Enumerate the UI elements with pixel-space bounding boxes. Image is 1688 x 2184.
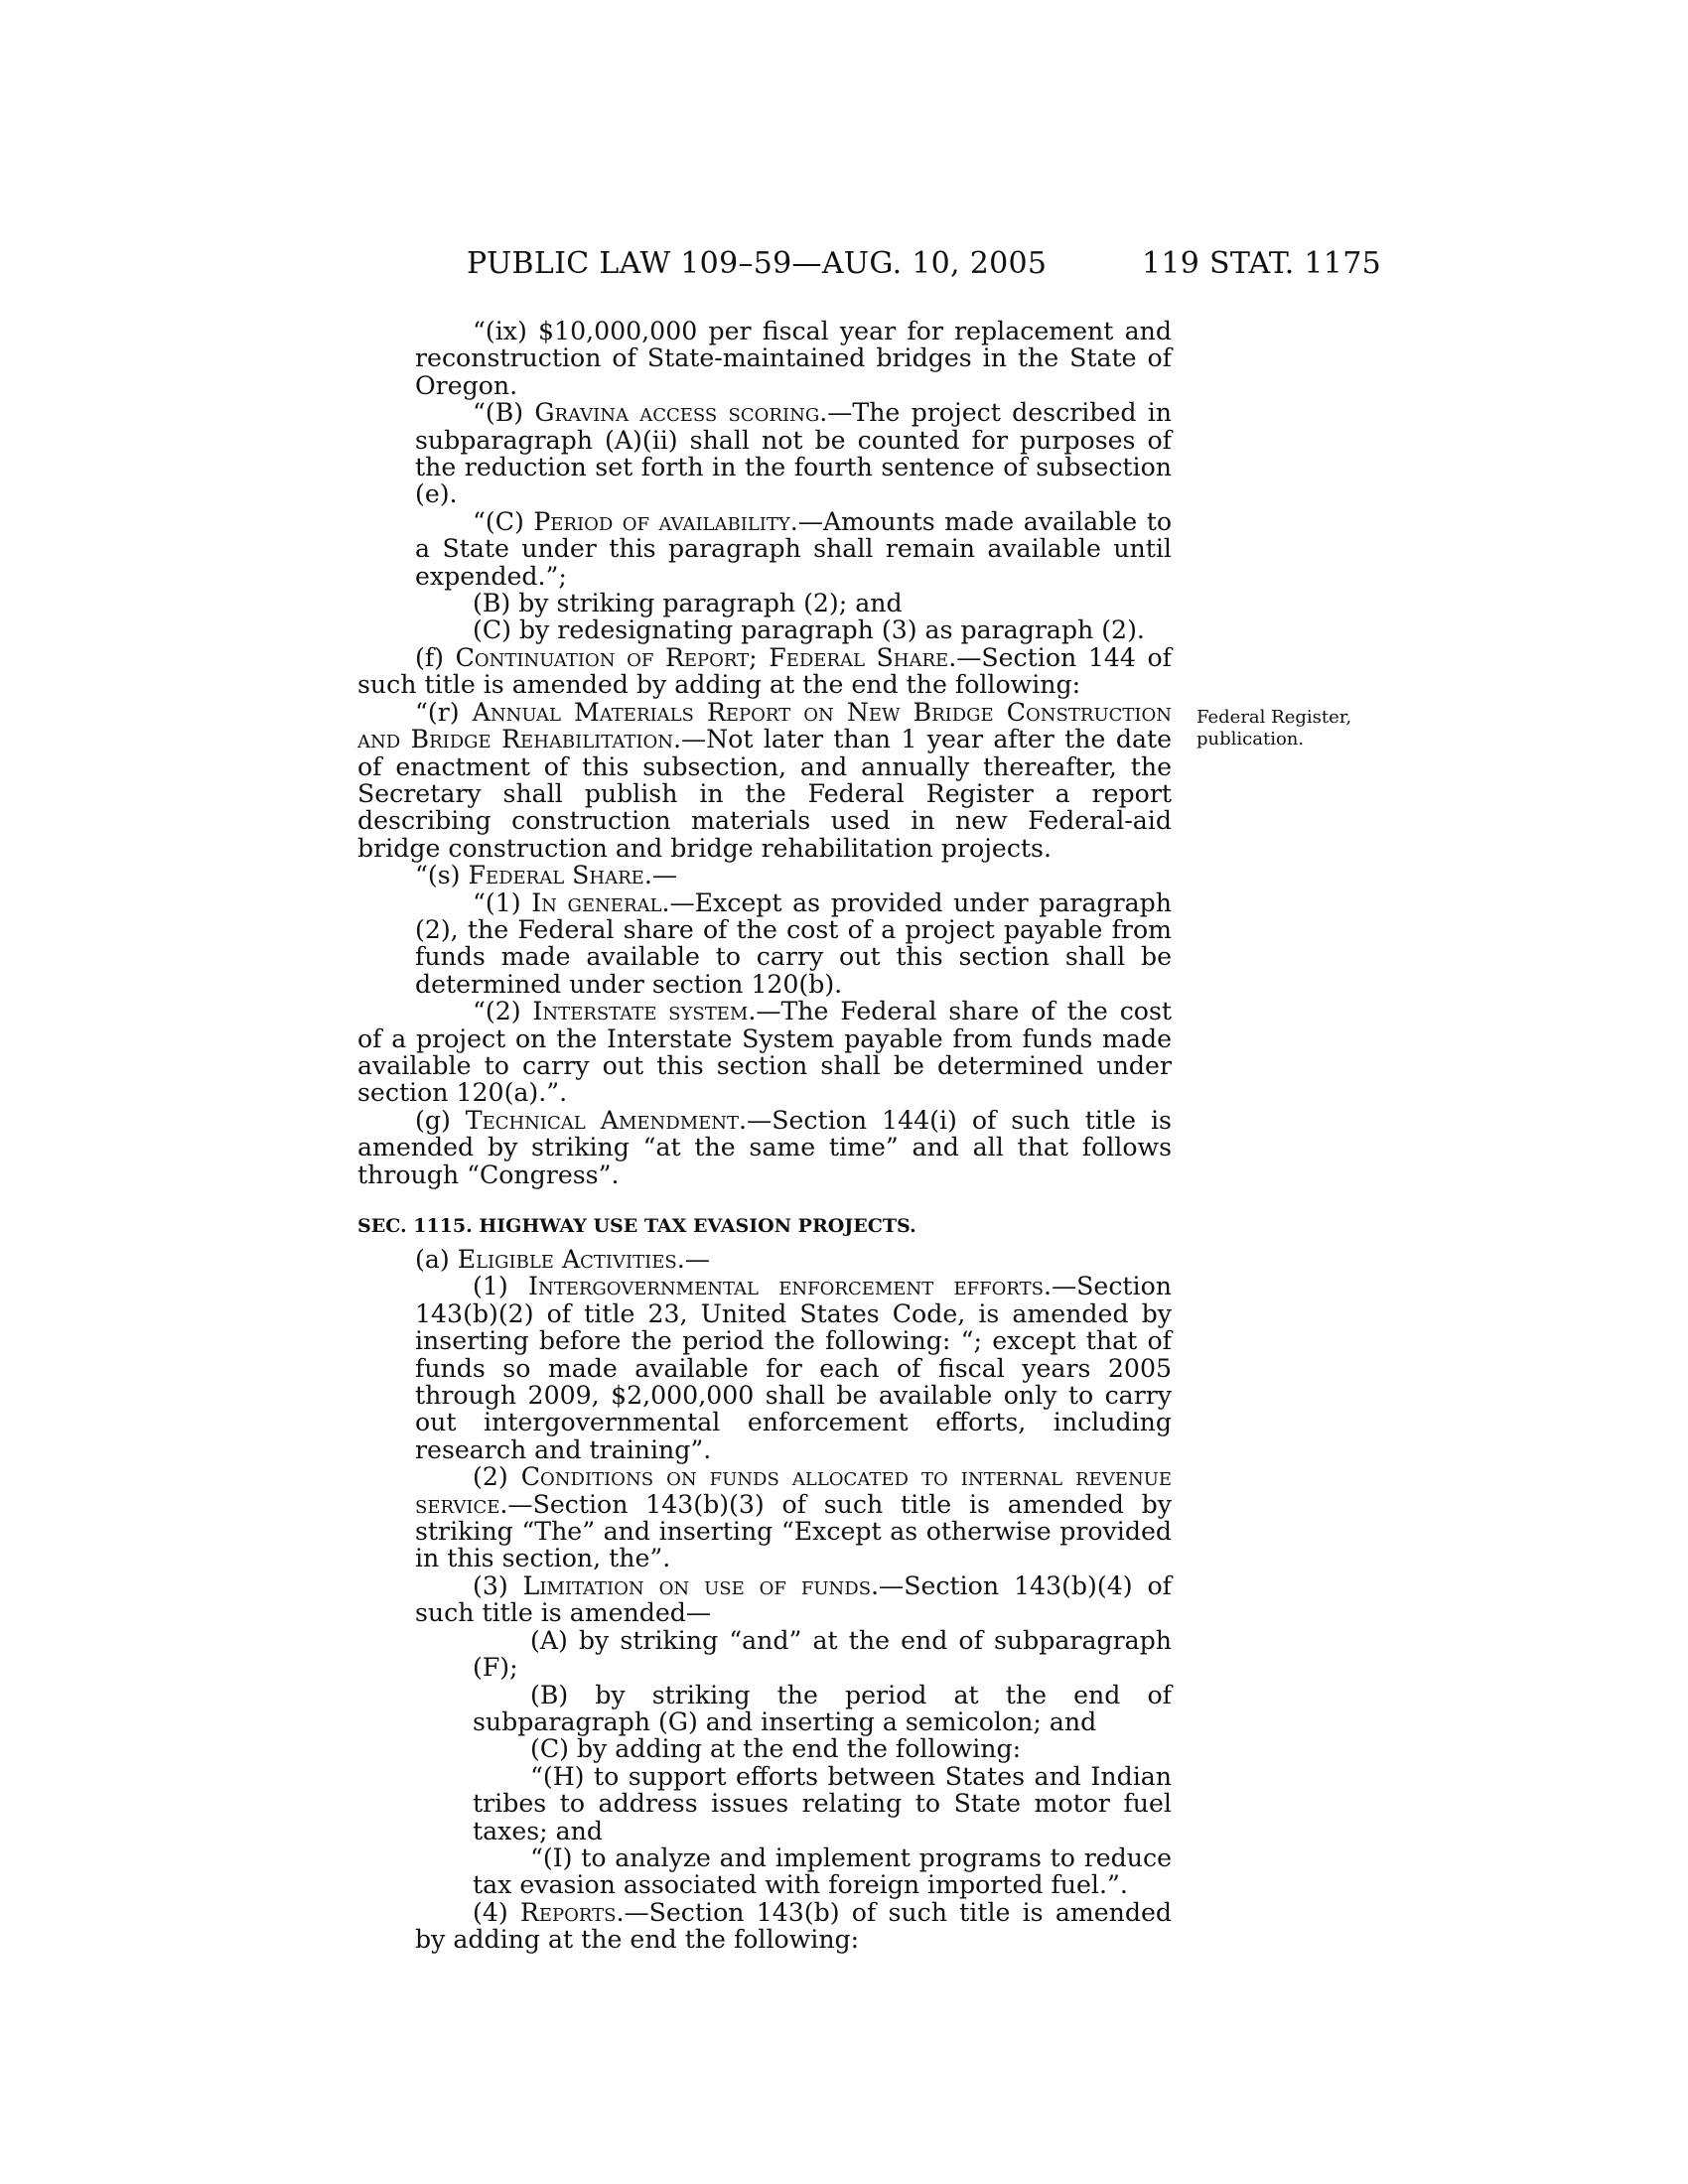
para-text: .—Section 144 of such title is amended by adding at the end the following: [357,642,1172,700]
margin-note-line: publication. [1196,729,1305,750]
para-text: .—Section 144(i) of such title is amended by striking “at the same time” and all that follows through “Congress”. [357,1105,1172,1189]
paragraph-a4 [415,1899,1172,1954]
para-text: .—The project described in subparagraph (A)(ii) shall not be counted for purposes of the reduction set forth in the fourth sentence of subsection (e). [415,398,1173,509]
para-heading: Period of availability [533,506,790,536]
amendment-c: (C) by redesignating paragraph (3) as paragraph (2). [473,615,1145,645]
para-lead: (4) [473,1897,520,1927]
para-heading: Federal Share [468,861,644,890]
para-lead: (3) [473,1570,523,1600]
subsection-f [357,644,1172,699]
subparagraph-a3c: (C) by adding at the end the following: [530,1734,1022,1764]
section-heading: SEC. 1115. HIGHWAY USE TAX EVASION PROJECTS. [357,1215,916,1237]
subsection-s [357,862,1172,888]
para-heading: Limitation on use of funds [522,1570,872,1600]
para-lead: “(r) [415,697,473,727]
para-text: .—Section 143(b)(2) of title 23, United States Code, is amended by inserting before the period the following: “; except that of funds so made available for each of fiscal years 2005 through 2009, $2,000,000 shall be available only to carry out intergovernmental enforcement efforts, including research and training”. [415,1272,1172,1464]
para-text: .—Amounts made available to a State under this paragraph shall remain available until expended.”; [415,506,1172,591]
para-heading: Technical Amendment [465,1105,740,1135]
paragraph-s2 [357,998,1172,1107]
para-text: .—The Federal share of the cost of a project on the Interstate System payable from funds made available to carry out this section shall be determined under section 120(a).”. [357,997,1173,1108]
subsection-a [357,1246,1172,1273]
clause-ix: “(ix) $10,000,000 per fiscal year for replacement and reconstruction of State-maintained bridges in the State of Oregon. [415,317,1172,400]
subparagraph-a3a: (A) by striking “and” at the end of subparagraph (F); [473,1625,1172,1683]
para-lead: (f) [415,642,456,672]
para-heading: Continuation of Report; Federal Share [455,642,949,672]
para-text: .—Not later than 1 year after the date of enactment of this subsection, and annually thereafter, the Secretary shall publish in the Federal Register a report describing construction materials used in new Federal-aid bridge construction and bridge rehabilitation projects. [357,725,1172,863]
para-heading: Interstate system [532,997,749,1026]
subparagraph-h: “(H) to support efforts between States and Indian tribes to address issues relating to State motor fuel taxes; and [473,1761,1172,1845]
para-lead: “(1) [473,887,532,917]
para-text: .—Section 143(b)(3) of such title is amended by striking “The” and inserting “Except as otherwise provided in this section, the”. [415,1489,1172,1573]
margin-note [1196,707,1395,751]
para-heading: Intergovernmental enforcement efforts [528,1272,1044,1301]
para-heading: Gravina access scoring [534,398,820,428]
subparagraph-i: “(I) to analyze and implement programs to reduce tax evasion associated with foreign imported fuel.”. [473,1843,1172,1900]
para-lead: “(B) [473,398,535,428]
para-heading: Conditions on funds allocated to internal revenue service [415,1462,1173,1519]
paragraph-a2 [415,1463,1172,1572]
para-text: .— [676,1245,710,1274]
para-lead: “(s) [415,861,469,890]
subsection-g [357,1107,1172,1188]
para-text: .—Except as provided under paragraph (2), the Federal share of the cost of a project payable from funds made available to carry out this section shall be determined under section 120(b). [415,887,1173,999]
margin-note-line: Federal Register, [1196,707,1352,728]
paragraph-a3 [415,1572,1172,1627]
para-text: .—Section 143(b)(4) of such title is amended— [415,1570,1172,1628]
para-lead: (2) [473,1462,521,1492]
para-lead: (a) [415,1245,458,1274]
paragraph-a1 [415,1273,1172,1463]
para-heading: Eligible Activities [457,1245,677,1274]
para-lead: (1) [473,1272,528,1301]
subparagraph-c [357,508,1172,590]
subparagraph-b [357,399,1172,508]
amendment-b: (B) by striking paragraph (2); and [473,589,903,618]
running-header-title: PUBLIC LAW 109–59—AUG. 10, 2005 [467,246,1048,281]
statute-body [357,318,1172,1954]
para-heading: Reports [519,1897,617,1927]
para-text: .— [643,861,678,890]
para-lead: (g) [415,1105,466,1135]
para-text: .—Section 143(b) of such title is amended by adding at the end the following: [415,1897,1172,1955]
subparagraph-a3b: (B) by striking the period at the end of subparagraph (G) and inserting a semicolon; and [473,1680,1172,1736]
subsection-r [357,699,1172,862]
para-lead: “(C) [473,506,534,536]
para-lead: “(2) [473,997,533,1026]
page-number: 119 STAT. 1175 [1142,246,1381,281]
para-heading: Annual Materials Report on New Bridge Construction and Bridge Rehabilitation [357,697,1173,754]
para-heading: In general [531,887,662,917]
paragraph-s1 [415,889,1172,999]
